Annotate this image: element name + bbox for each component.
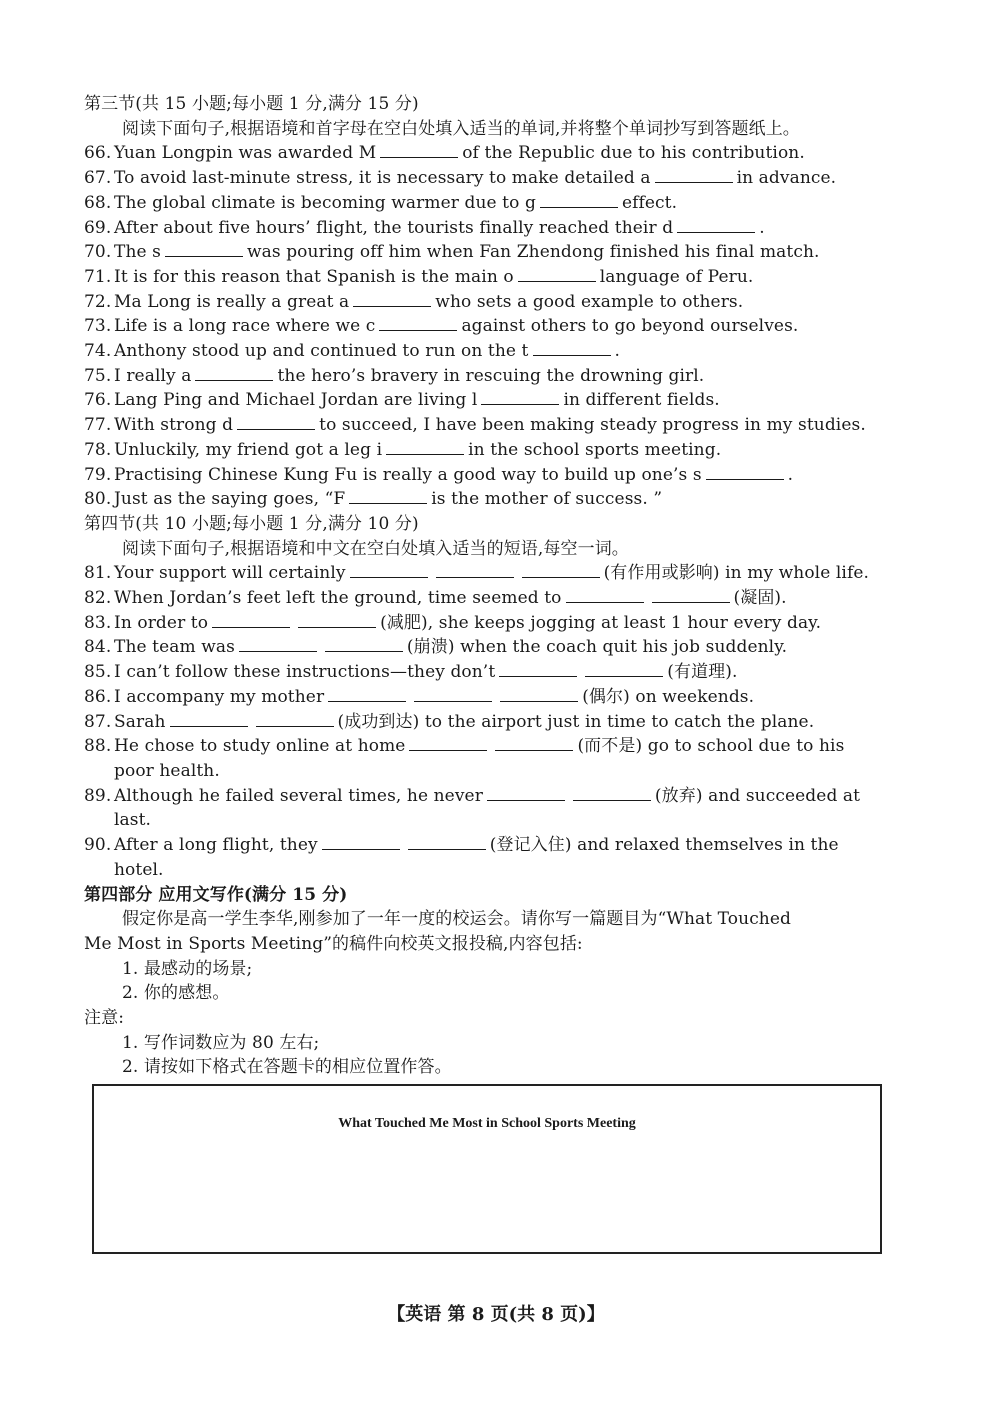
- question-text: [114, 784, 894, 809]
- question-item: [84, 413, 894, 438]
- question-continuation: poor health.: [114, 760, 220, 781]
- answer-blank[interactable]: [677, 218, 755, 233]
- answer-blank[interactable]: [165, 242, 243, 257]
- question-number: 82.: [84, 588, 112, 609]
- question-text: [114, 611, 894, 636]
- question-item: [84, 685, 894, 710]
- writing-box-title: What Touched Me Most in School Sports Meeting: [338, 1116, 636, 1131]
- question-stem: It is for this reason that Spanish is the main o: [114, 266, 514, 287]
- question-number: 70.: [84, 242, 112, 263]
- answer-blank[interactable]: [655, 168, 733, 183]
- question-item: [84, 561, 894, 586]
- question-stem: To avoid last-minute stress, it is necessary to make detailed a: [114, 168, 651, 189]
- question-tail: (偶尔) on weekends.: [582, 686, 755, 707]
- question-stem: The s: [114, 242, 161, 263]
- question-number: 75.: [84, 365, 112, 386]
- question-tail: in different fields.: [563, 390, 720, 411]
- answer-blank[interactable]: [481, 390, 559, 405]
- question-number: 80.: [84, 489, 112, 510]
- section4-instruction: 阅读下面句子,根据语境和中文在空白处填入适当的短语,每空一词。: [122, 538, 629, 559]
- question-number: 85.: [84, 662, 112, 683]
- question-stem: Your support will certainly: [114, 563, 346, 584]
- question-item: [84, 265, 894, 290]
- question-tail: against others to go beyond ourselves.: [461, 316, 799, 337]
- question-number: 71.: [84, 266, 112, 287]
- question-text: [114, 635, 894, 660]
- writing-prompt-line1: 假定你是高一学生李华,刚参加了一年一度的校运会。请你写一篇题目为“What Touched: [122, 909, 792, 930]
- question-text: [114, 141, 894, 166]
- question-number: 67.: [84, 168, 112, 189]
- question-tail: .: [759, 217, 765, 238]
- question-item: [84, 388, 894, 413]
- question-tail: effect.: [621, 192, 678, 213]
- question-number: 81.: [84, 563, 112, 584]
- writing-prompt-line2: Me Most in Sports Meeting”的稿件向校英文报投稿,内容包括:: [84, 933, 583, 954]
- question-text: [114, 561, 894, 586]
- question-tail: (登记入住) and relaxed themselves in the: [489, 835, 839, 856]
- question-tail: (凝固).: [733, 588, 787, 609]
- question-stem: Although he failed several times, he never: [114, 785, 483, 806]
- question-tail: the hero’s bravery in rescuing the drowning girl.: [277, 365, 705, 386]
- question-item: [84, 364, 894, 389]
- answer-blank[interactable]: [212, 613, 290, 628]
- question-item: [84, 240, 894, 265]
- answer-blank[interactable]: [499, 662, 577, 677]
- question-tail: (崩溃) when the coach quit his job suddenly.: [406, 637, 788, 658]
- answer-blank[interactable]: [379, 316, 457, 331]
- content-point-1: 1. 最感动的场景;: [122, 958, 253, 979]
- question-tail: language of Peru.: [599, 266, 754, 287]
- section4-questions: [84, 561, 894, 882]
- question-number: 79.: [84, 464, 112, 485]
- question-number: 88.: [84, 736, 112, 757]
- question-tail: was pouring off him when Fan Zhendong finished his final match.: [246, 242, 820, 263]
- question-number: 90.: [84, 835, 112, 856]
- answer-blank[interactable]: [409, 736, 487, 751]
- question-item: [84, 216, 894, 241]
- question-tail: .: [614, 341, 621, 362]
- question-item: [84, 586, 894, 611]
- question-item: [84, 438, 894, 463]
- answer-blank[interactable]: [436, 563, 514, 578]
- answer-blank[interactable]: [322, 835, 400, 850]
- question-text: [114, 314, 894, 339]
- section4-heading: 第四节(共 10 小题;每小题 1 分,满分 10 分): [84, 513, 419, 534]
- question-text: [114, 166, 894, 191]
- question-text: [114, 265, 894, 290]
- question-item: [84, 784, 894, 809]
- question-item: [84, 660, 894, 685]
- question-stem: After a long flight, they: [114, 835, 318, 856]
- answer-blank[interactable]: [350, 563, 428, 578]
- section3-instruction: 阅读下面句子,根据语境和首字母在空白处填入适当的单词,并将整个单词抄写到答题纸上。: [122, 118, 800, 139]
- question-text: [114, 216, 894, 241]
- question-item: [84, 141, 894, 166]
- page-footer: 【英语 第 8 页(共 8 页)】: [387, 1304, 605, 1325]
- answer-blank[interactable]: [522, 563, 600, 578]
- question-text: [114, 413, 894, 438]
- answer-blank[interactable]: [500, 687, 578, 702]
- question-stem: Life is a long race where we c: [114, 316, 376, 337]
- question-number: 84.: [84, 637, 112, 658]
- answer-blank[interactable]: [256, 712, 334, 727]
- writing-answer-box[interactable]: [92, 1084, 882, 1254]
- answer-blank[interactable]: [239, 637, 317, 652]
- question-stem: Sarah: [114, 711, 166, 732]
- question-item: [84, 290, 894, 315]
- question-number: 77.: [84, 415, 112, 436]
- answer-blank[interactable]: [328, 687, 406, 702]
- question-stem: I accompany my mother: [114, 686, 325, 707]
- notes-label: 注意:: [84, 1008, 125, 1029]
- question-stem: The global climate is becoming warmer due to g: [114, 192, 536, 213]
- question-text: [114, 586, 894, 611]
- question-number: 72.: [84, 291, 112, 312]
- answer-blank[interactable]: [487, 786, 565, 801]
- question-number: 66.: [84, 143, 112, 164]
- question-item: [84, 833, 894, 858]
- question-stem: Anthony stood up and continued to run on the t: [114, 341, 529, 362]
- section3-questions: [84, 141, 894, 512]
- content-point-2: 2. 你的感想。: [122, 983, 230, 1004]
- question-number: 78.: [84, 439, 112, 460]
- answer-blank[interactable]: [566, 588, 644, 603]
- question-tail: (而不是) go to school due to his: [577, 736, 845, 757]
- question-item: [84, 635, 894, 660]
- answer-blank[interactable]: [495, 736, 573, 751]
- section3-heading: 第三节(共 15 小题;每小题 1 分,满分 15 分): [84, 94, 419, 114]
- question-text: [114, 734, 894, 759]
- question-number: 87.: [84, 711, 112, 732]
- question-item: [84, 166, 894, 191]
- question-stem: Ma Long is really a great a: [114, 291, 350, 312]
- question-item: [84, 710, 894, 735]
- question-tail: who sets a good example to others.: [435, 291, 744, 312]
- answer-blank[interactable]: [533, 341, 611, 356]
- answer-blank[interactable]: [195, 366, 273, 381]
- question-text: [114, 487, 894, 512]
- question-continuation: last.: [114, 810, 152, 831]
- question-number: 76.: [84, 390, 112, 411]
- question-tail: of the Republic due to his contribution.: [462, 143, 805, 164]
- question-item: [84, 611, 894, 636]
- question-text: [114, 685, 894, 710]
- question-text: [114, 240, 894, 265]
- question-text: [114, 339, 894, 364]
- answer-blank[interactable]: [380, 143, 458, 158]
- question-tail: (成功到达) to the airport just in time to catch the plane.: [337, 711, 815, 732]
- question-stem: Lang Ping and Michael Jordan are living l: [114, 390, 478, 411]
- question-number: 86.: [84, 686, 112, 707]
- question-stem: After about five hours’ flight, the tourists finally reached their d: [114, 217, 674, 238]
- question-item: [84, 314, 894, 339]
- question-text: [114, 191, 894, 216]
- question-text: [114, 364, 894, 389]
- question-stem: Yuan Longpin was awarded M: [114, 143, 377, 164]
- question-number: 69.: [84, 217, 112, 238]
- question-item: [84, 191, 894, 216]
- answer-blank[interactable]: [325, 637, 403, 652]
- question-tail: (减肥), she keeps jogging at least 1 hour every day.: [380, 612, 822, 633]
- answer-blank[interactable]: [237, 415, 315, 430]
- question-tail: .: [787, 464, 794, 485]
- question-stem: I can’t follow these instructions—they don’t: [114, 662, 496, 683]
- question-stem: I really a: [114, 365, 192, 386]
- question-stem: He chose to study online at home: [114, 736, 406, 757]
- question-tail: in the school sports meeting.: [468, 439, 722, 460]
- answer-blank[interactable]: [386, 440, 464, 455]
- question-text: [114, 710, 894, 735]
- note-2: 2. 请按如下格式在答题卡的相应位置作答。: [122, 1057, 452, 1078]
- question-stem: In order to: [114, 612, 209, 633]
- answer-blank[interactable]: [353, 292, 431, 307]
- answer-blank[interactable]: [414, 687, 492, 702]
- question-item: [84, 339, 894, 364]
- answer-blank[interactable]: [518, 267, 596, 282]
- question-stem: Unluckily, my friend got a leg i: [114, 439, 383, 460]
- part4-heading: 第四部分 应用文写作(满分 15 分): [84, 884, 348, 905]
- question-continuation: hotel.: [114, 859, 164, 880]
- answer-blank[interactable]: [540, 193, 618, 208]
- question-stem: With strong d: [114, 415, 234, 436]
- question-stem: Practising Chinese Kung Fu is really a good way to build up one’s s: [114, 464, 702, 485]
- question-number: 68.: [84, 192, 112, 213]
- question-tail: (有作用或影响) in my whole life.: [603, 563, 870, 584]
- answer-blank[interactable]: [706, 465, 784, 480]
- answer-blank[interactable]: [170, 712, 248, 727]
- answer-blank[interactable]: [349, 489, 427, 504]
- note-1: 1. 写作词数应为 80 左右;: [122, 1032, 320, 1053]
- question-text: [114, 660, 894, 685]
- question-tail: is the mother of success. ”: [431, 489, 663, 510]
- answer-blank[interactable]: [585, 662, 663, 677]
- question-text: [114, 388, 894, 413]
- answer-blank[interactable]: [652, 588, 730, 603]
- question-text: [114, 463, 894, 488]
- question-tail: to succeed, I have been making steady progress in my studies.: [319, 415, 866, 436]
- question-number: 83.: [84, 612, 112, 633]
- question-text: [114, 438, 894, 463]
- answer-blank[interactable]: [573, 786, 651, 801]
- question-number: 73.: [84, 316, 112, 337]
- question-number: 74.: [84, 341, 112, 362]
- question-item: [84, 734, 894, 759]
- question-tail: (有道理).: [667, 662, 738, 683]
- question-item: [84, 463, 894, 488]
- exam-page: [84, 92, 894, 1080]
- question-stem: Just as the saying goes, “F: [114, 489, 346, 510]
- question-item: [84, 487, 894, 512]
- answer-blank[interactable]: [298, 613, 376, 628]
- question-text: [114, 833, 894, 858]
- question-stem: The team was: [114, 637, 235, 658]
- answer-blank[interactable]: [408, 835, 486, 850]
- question-text: [114, 290, 894, 315]
- question-tail: in advance.: [736, 168, 837, 189]
- question-tail: (放弃) and succeeded at: [654, 785, 861, 806]
- question-stem: When Jordan’s feet left the ground, time seemed to: [114, 588, 562, 609]
- question-number: 89.: [84, 785, 112, 806]
